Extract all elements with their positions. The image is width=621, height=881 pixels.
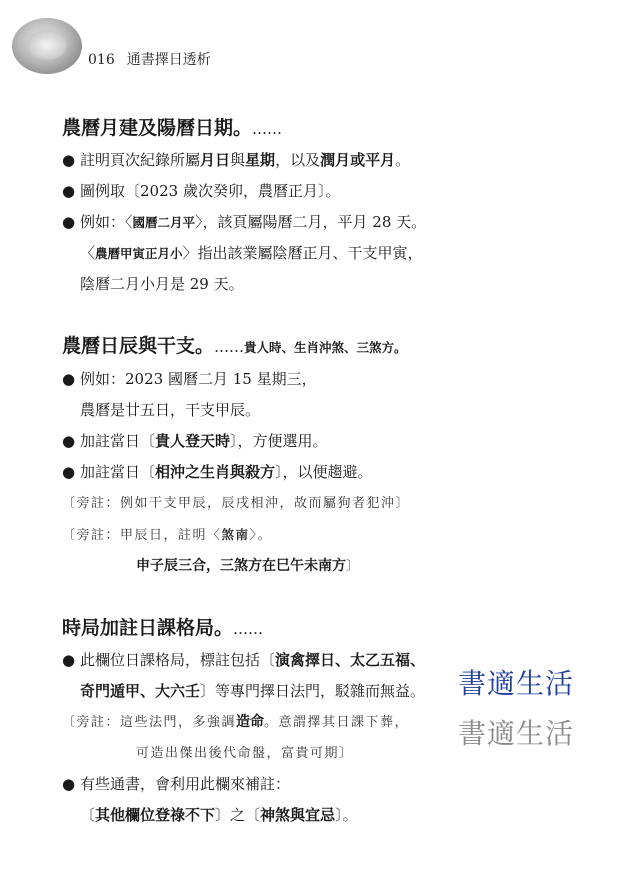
watermark-secondary: 書適生活 — [458, 717, 575, 750]
section-title: 時局加註日課格局。…… — [62, 617, 264, 639]
list-item: ● 圖例取〔2023 歲次癸卯，農曆正月〕。 — [62, 182, 341, 200]
book-logo-inner — [27, 30, 67, 60]
section-title: 農曆月建及陽曆日期。…… — [62, 117, 283, 139]
list-item: ● 加註當日〔相沖之生肖與殺方〕，以便趨避。 — [62, 463, 373, 481]
page-number: 016 — [88, 52, 115, 68]
side-note-continuation: 申子辰三合，三煞方在巳午未南方〕 — [136, 558, 361, 574]
section-lunar-day — [62, 330, 592, 582]
list-item-continuation: 陰曆二月小月是 29 天。 — [80, 275, 244, 293]
side-note: 〔旁註：這些法門，多強調造命。意謂擇其日課下葬， — [62, 714, 410, 730]
side-note: 〔旁註：例如干支甲辰，辰戌相沖，故而屬狗者犯沖〕 — [62, 496, 411, 511]
section-title: 農曆日辰與干支。……貴人時、生肖沖煞、三煞方。 — [62, 335, 407, 357]
list-item-continuation: 奇門遁甲、大六壬〕等專門擇日法門，駁雜而無益。 — [80, 682, 426, 700]
watermark-primary: 書適生活 — [458, 667, 575, 700]
list-item-continuation: 〈農曆甲寅正月小〉指出該業屬陰曆正月、干支甲寅， — [80, 244, 423, 262]
list-item: ● 例如：2023 國曆二月 15 星期三， — [62, 370, 317, 388]
list-item-continuation: 〔其他欄位登祿不下〕之〔神煞與宜忌〕。 — [80, 806, 358, 824]
book-logo-disc — [12, 18, 82, 74]
book-title: 通書擇日透析 — [126, 52, 211, 68]
list-item: ● 有些通書，會利用此欄來補註： — [62, 775, 291, 793]
list-item: ● 加註當日〔貴人登天時〕，方便選用。 — [62, 432, 328, 450]
running-header — [88, 49, 211, 69]
list-item-continuation: 農曆是廿五日，干支甲辰。 — [80, 401, 261, 419]
list-item: ● 註明頁次紀錄所屬月日與星期，以及潤月或平月。 — [62, 151, 411, 169]
side-note: 〔旁註：甲辰日，註明〈煞南〉。 — [62, 527, 273, 543]
list-item: ● 例如：〈國曆二月平〉，該頁屬陽曆二月，平月 28 天。 — [62, 213, 427, 231]
side-note-continuation: 可造出傑出後代命盤，富貴可期〕 — [136, 746, 354, 761]
section-lunar-month — [62, 112, 592, 300]
list-item: ● 此欄位日課格局，標註包括〔演禽擇日、太乙五福、 — [62, 651, 426, 669]
